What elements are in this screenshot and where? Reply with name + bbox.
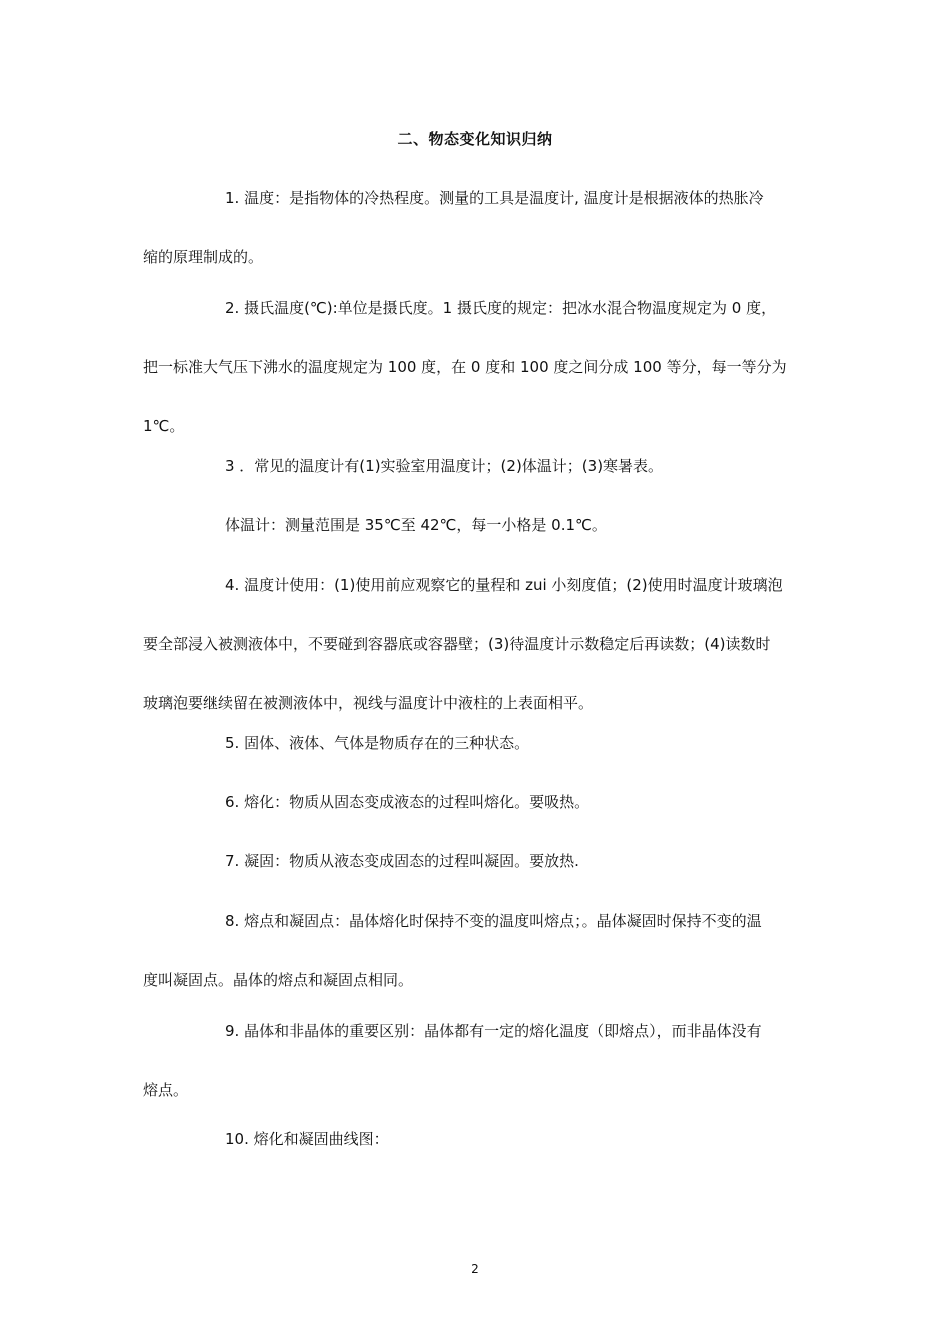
paragraph-1 xyxy=(143,169,807,287)
paragraph-line: 把一标准大气压下沸水的温度规定为 100 度，在 0 度和 100 度之间分成 100 等分，每一等分为 xyxy=(143,358,787,376)
paragraph-6 xyxy=(143,773,807,832)
paragraph-line: 4. 温度计使用：(1)使用前应观察它的量程和 zui 小刻度值；(2)使用时温度计玻璃泡 xyxy=(225,576,783,594)
paragraph-8 xyxy=(143,892,807,1010)
paragraph-line: 5. 固体、液体、气体是物质存在的三种状态。 xyxy=(225,734,530,752)
paragraph-line: 2. 摄氏温度(℃):单位是摄氏度。1 摄氏度的规定：把冰水混合物温度规定为 0 度， xyxy=(225,299,777,317)
paragraph-10 xyxy=(143,1110,807,1169)
page-number: 2 xyxy=(471,1262,479,1276)
paragraph-line: 玻璃泡要继续留在被测液体中，视线与温度计中液柱的上表面相平。 xyxy=(143,694,594,712)
paragraph-7 xyxy=(143,832,807,891)
paragraph-line: 10. 熔化和凝固曲线图： xyxy=(225,1130,389,1148)
paragraph-5 xyxy=(143,714,807,773)
paragraph-line: 缩的原理制成的。 xyxy=(143,248,264,266)
paragraph-line: 1. 温度：是指物体的冷热程度。测量的工具是温度计, 温度计是根据液体的热胀冷 xyxy=(225,189,764,207)
page-title: 二、物态变化知识归纳 xyxy=(397,130,553,148)
paragraph-line: 熔点。 xyxy=(143,1081,189,1099)
paragraph-line: 1℃。 xyxy=(143,417,185,435)
paragraph-2 xyxy=(143,279,807,456)
paragraph-3b xyxy=(143,496,807,555)
paragraph-line: 度叫凝固点。晶体的熔点和凝固点相同。 xyxy=(143,971,414,989)
paragraph-line: 要全部浸入被测液体中，不要碰到容器底或容器壁；(3)待温度计示数稳定后再读数；(4)读数时 xyxy=(143,635,771,653)
paragraph-3 xyxy=(143,437,807,496)
paragraph-line: 7. 凝固：物质从液态变成固态的过程叫凝固。要放热. xyxy=(225,852,579,870)
paragraph-line: 体温计：测量范围是 35℃至 42℃，每一小格是 0.1℃。 xyxy=(225,516,607,534)
paragraph-line: 8. 熔点和凝固点：晶体熔化时保持不变的温度叫熔点；。晶体凝固时保持不变的温 xyxy=(225,912,762,930)
paragraph-line: 6. 熔化：物质从固态变成液态的过程叫熔化。要吸热。 xyxy=(225,793,590,811)
paragraph-4 xyxy=(143,556,807,733)
paragraph-9 xyxy=(143,1002,807,1120)
paragraph-line: 9. 晶体和非晶体的重要区别：晶体都有一定的熔化温度（即熔点），而非晶体没有 xyxy=(225,1022,762,1040)
paragraph-line: 3 ．常见的温度计有(1)实验室用温度计；(2)体温计；(3)寒暑表。 xyxy=(225,457,664,475)
